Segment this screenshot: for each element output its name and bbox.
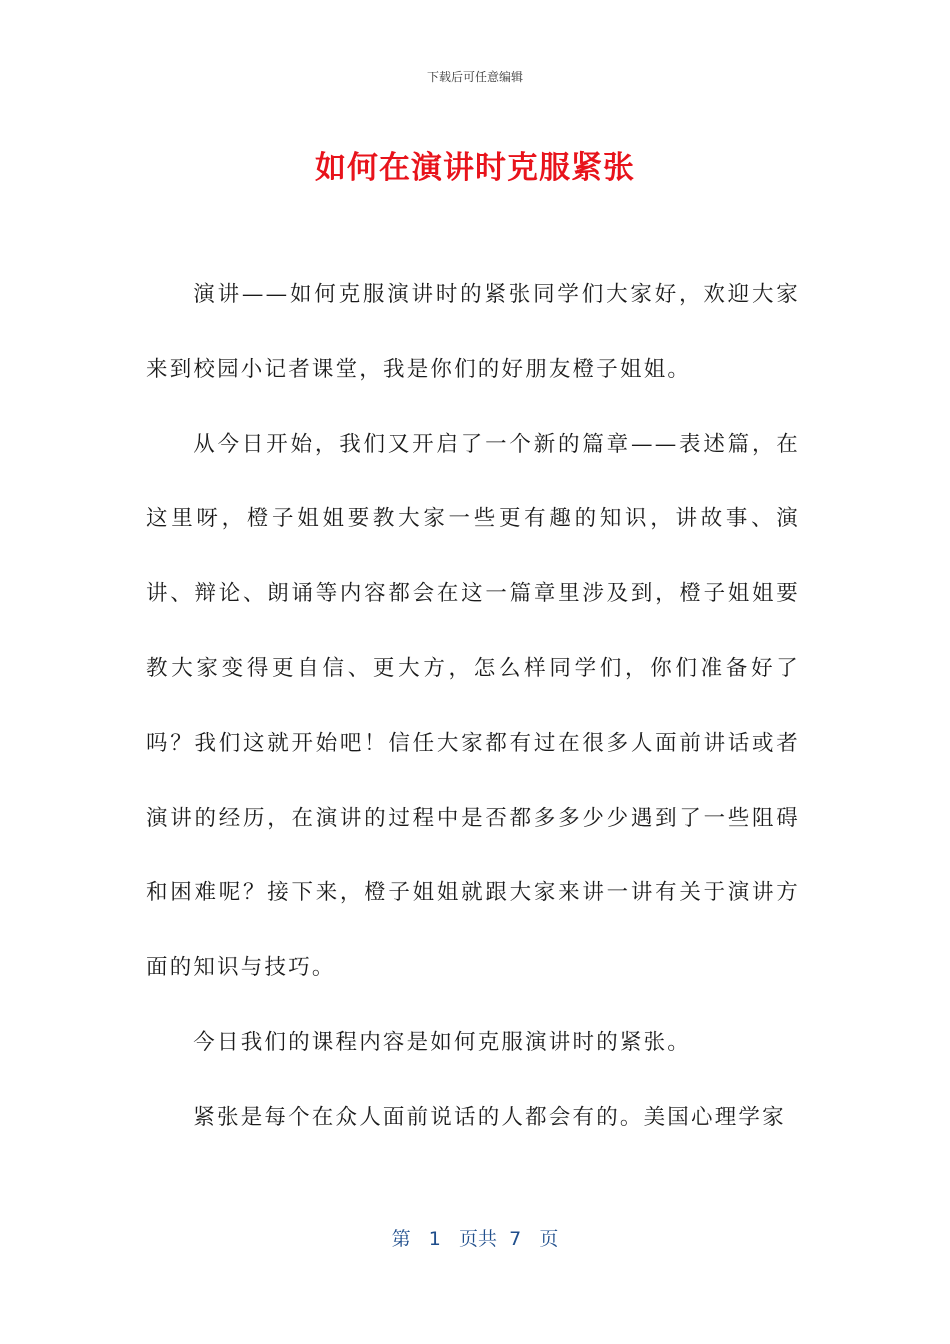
- total-pages-number: 7: [509, 1228, 522, 1250]
- paragraph-1: 演讲——如何克服演讲时的紧张同学们大家好，欢迎大家来到校园小记者课堂，我是你们的好朋友橙子姐姐。: [146, 282, 800, 382]
- current-page-number: 1: [428, 1228, 441, 1250]
- footer-suffix: 页: [539, 1228, 559, 1250]
- footer-middle: 页共: [459, 1228, 498, 1250]
- document-body: [146, 258, 800, 1156]
- document-title: 如何在演讲时克服紧张: [315, 150, 635, 186]
- header-note: 下载后可任意编辑: [426, 70, 523, 84]
- paragraph-4: 紧张是每个在众人面前说话的人都会有的。美国心理学家: [193, 1104, 786, 1130]
- footer-prefix: 第: [391, 1228, 411, 1250]
- page-footer: [0, 1224, 950, 1251]
- paragraph-3: 今日我们的课程内容是如何克服演讲时的紧张。: [193, 1029, 691, 1055]
- paragraph-2: 从今日开始，我们又开启了一个新的篇章——表述篇，在这里呀，橙子姐姐要教大家一些更有趣的知识，讲故事、演讲、辩论、朗诵等内容都会在这一篇章里涉及到，橙子姐姐要教大家变得更自信、更大方，怎么样同学们，你们准备好了吗？我们这就开始吧！信任大家都有过在很多人面前讲话或者演讲的经历，在演讲的过程中是否都多多少少遇到了一些阻碍和困难呢？接下来，橙子姐姐就跟大家来讲一讲有关于演讲方面的知识与技巧。: [146, 431, 800, 981]
